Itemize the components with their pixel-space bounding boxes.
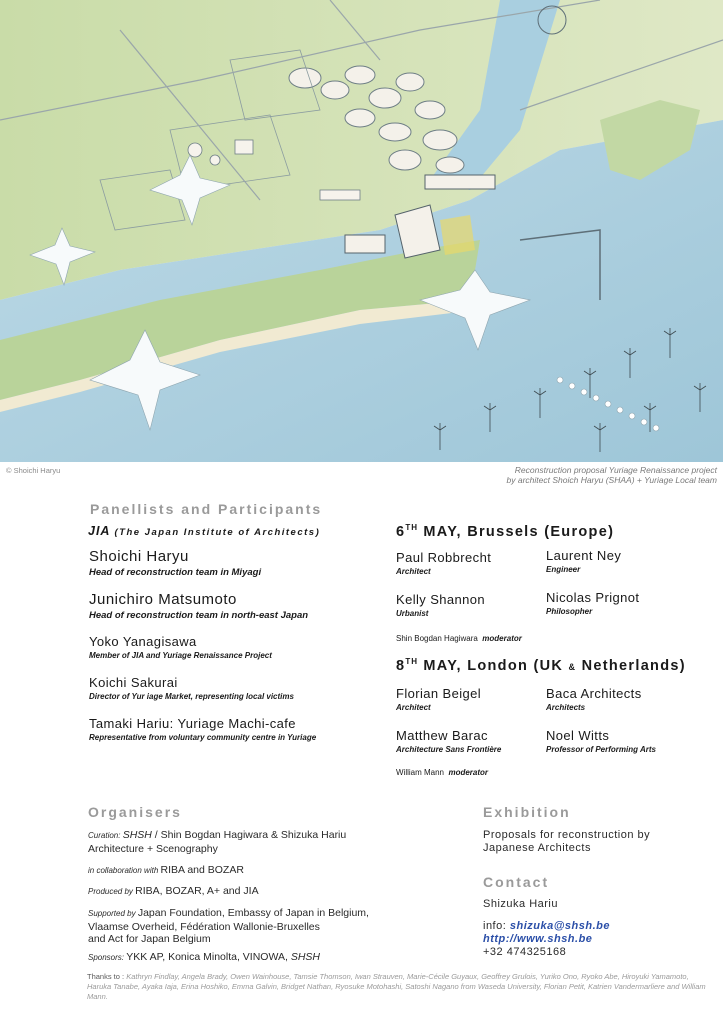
speaker-name: Matthew Barac: [396, 728, 488, 743]
email-link[interactable]: shizuka@shsh.be: [509, 920, 610, 932]
panellist-haryu: [89, 548, 261, 578]
speaker-name: Florian Beigel: [396, 686, 482, 701]
speaker-ney: [546, 548, 621, 574]
speaker-shannon: [396, 592, 485, 618]
panellist-name: Koichi Sakurai: [89, 675, 178, 690]
speaker-robbrecht: [396, 550, 491, 576]
london-date-heading: 8TH MAY, London (UK & Netherlands): [396, 657, 686, 674]
speaker-role: Professor of Performing Arts: [546, 745, 656, 754]
panellist-role: Head of reconstruction team in north-east Japan: [89, 610, 309, 621]
panellist-role: Representative from voluntary community centre in Yuriage: [89, 733, 317, 742]
panellist-name: Yoko Yanagisawa: [89, 634, 197, 649]
speaker-name: Laurent Ney: [546, 548, 622, 563]
contact-details: info: shizuka@shsh.be http://www.shsh.be +32 474325168: [483, 920, 610, 958]
image-credit: © Shoichi Haryu: [6, 466, 61, 475]
brussels-date-heading: 6TH MAY, Brussels (Europe): [396, 523, 615, 540]
panellist-matsumoto: [89, 591, 308, 621]
speaker-role: Urbanist: [396, 609, 429, 618]
jia-heading: JIA (The Japan Institute of Architects): [88, 524, 321, 538]
speaker-beigel: [396, 686, 481, 712]
exhibition-heading: Exhibition: [483, 804, 571, 820]
produced-line: Produced by RIBA, BOZAR, A+ and JIA: [88, 885, 259, 897]
contact-name: Shizuka Hariu: [483, 898, 558, 910]
supported-line: Supported by Japan Foundation, Embassy of Japan in Belgium, Vlaamse Overheid, Fédération Wallonie-Bruxelles and Act for Japan Belgium: [88, 907, 369, 945]
hero-illustration: [0, 0, 723, 462]
sponsors-line: Sponsors: YKK AP, Konica Minolta, VINOWA, SHSH: [88, 951, 321, 963]
reconstruction-drawing: [0, 0, 723, 462]
exhibition-text: Proposals for reconstruction by Japanese Architects: [483, 829, 651, 854]
london-moderator: William Mann moderator: [396, 768, 489, 777]
panellist-role: Head of reconstruction team in Miyagi: [89, 567, 262, 578]
speaker-name: Nicolas Prignot: [546, 590, 640, 605]
speaker-prignot: [546, 590, 639, 616]
panellist-name: Junichiro Matsumoto: [89, 591, 237, 608]
speaker-role: Architects: [546, 703, 586, 712]
thanks-text: Thanks to : Kathryn Findlay, Angela Brady, Owen Wainhouse, Tamsie Thomson, Iwan Strauven, Marie-Cécile Guyaux, Geoffrey Grulois, Yuriko Ono, Ryoko Abe, Hiroyuki Yamamoto, Haruka Tanabe, Ayaka Iaja, Erina Hoshiko, Emma Galvin, Bridget Nathan, Ryosuke Motohashi, Satoshi Nagano from Waseda University, Florian Petit, Katrien Vandermarliere and William Mann.: [87, 972, 706, 1001]
phone-number: +32 474325168: [483, 946, 567, 958]
speaker-role: Engineer: [546, 565, 581, 574]
curation-line: Curation: SHSH / Shin Bogdan Hagiwara & Shizuka Hariu Architecture + Scenography: [88, 829, 347, 855]
speaker-name: Paul Robbrecht: [396, 550, 492, 565]
speaker-baca: [546, 686, 642, 712]
contact-heading: Contact: [483, 874, 550, 890]
speaker-role: Philosopher: [546, 607, 593, 616]
collaboration-line: in collaboration with RIBA and BOZAR: [88, 864, 244, 876]
brussels-moderator: Shin Bogdan Hagiwara moderator: [396, 634, 522, 643]
panellist-role: Member of JIA and Yuriage Renaissance Project: [89, 651, 272, 660]
panellist-yanagisawa: [89, 634, 272, 660]
panellist-hariu: [89, 716, 316, 742]
panellists-heading: Panellists and Participants: [90, 501, 323, 517]
speaker-role: Architect: [396, 567, 431, 576]
speaker-role: Architecture Sans Frontière: [396, 745, 502, 754]
speaker-barac: [396, 728, 501, 754]
speaker-witts: [546, 728, 656, 754]
panellist-name: Shoichi Haryu: [89, 548, 189, 565]
panellist-role: Director of Yur iage Market, representing local victims: [89, 692, 294, 701]
website-link[interactable]: http://www.shsh.be: [483, 933, 593, 945]
caption-project-name: Yuriage Renaissance project: [608, 465, 717, 475]
organisers-heading: Organisers: [88, 804, 182, 820]
speaker-role: Architect: [396, 703, 431, 712]
image-caption: Reconstruction proposal Yuriage Renaissance project by architect Shoich Haryu (SHAA) + Yuriage Local team: [506, 465, 717, 485]
speaker-name: Baca Architects: [546, 686, 642, 701]
speaker-name: Kelly Shannon: [396, 592, 486, 607]
panellist-name: Tamaki Hariu: Yuriage Machi-cafe: [89, 716, 296, 731]
panellist-sakurai: [89, 675, 294, 701]
speaker-name: Noel Witts: [546, 728, 610, 743]
